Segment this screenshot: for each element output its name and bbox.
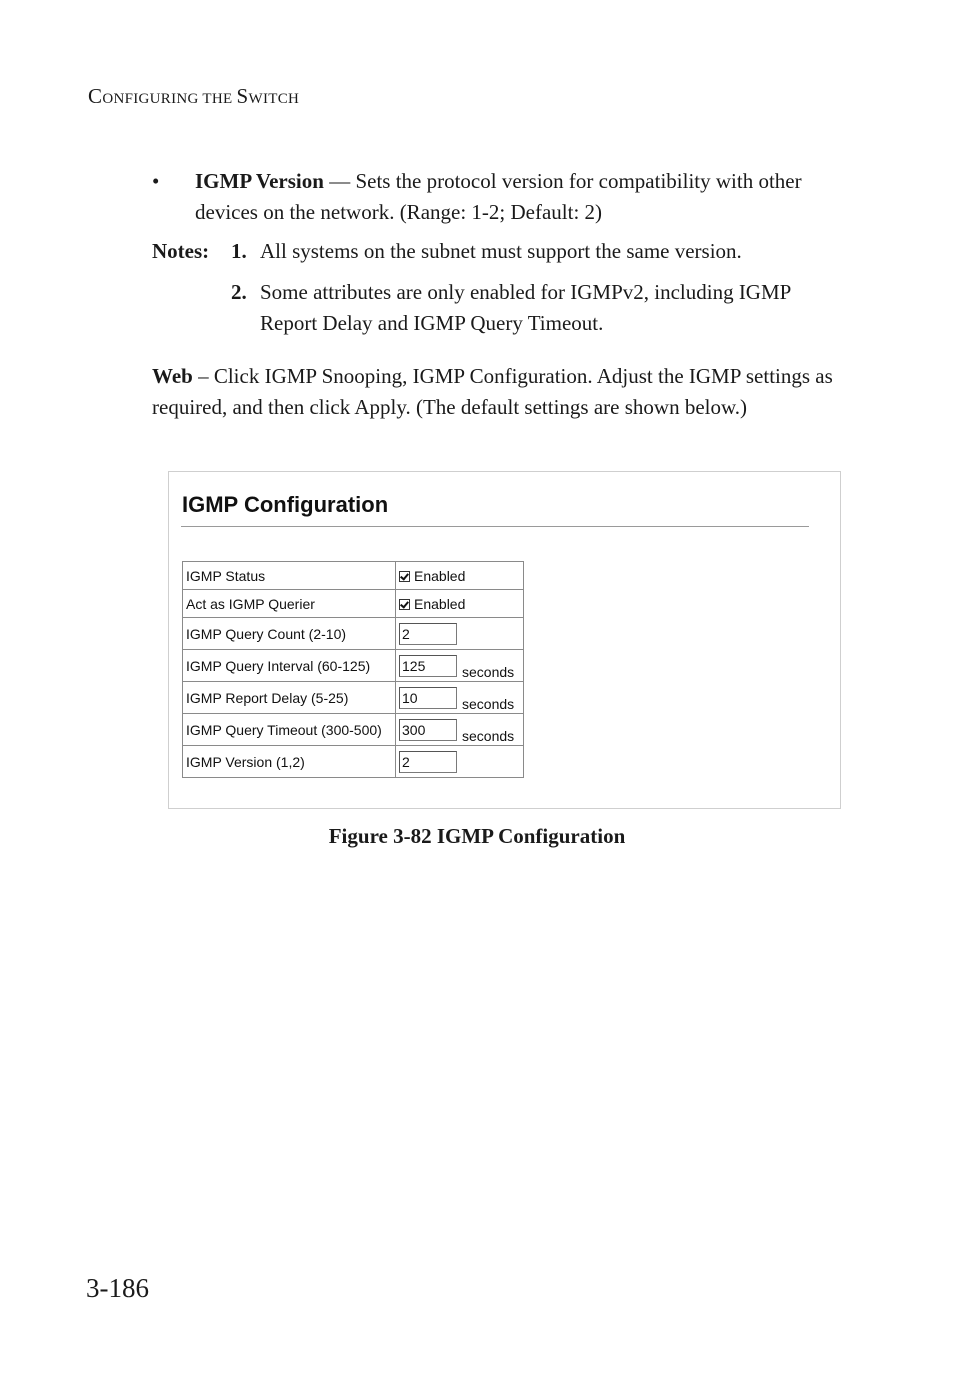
query-timeout-input[interactable]: 300 — [399, 719, 457, 741]
bullet-igmp-version — [152, 166, 842, 228]
running-head — [88, 84, 299, 109]
row-label: IGMP Query Count (2-10) — [183, 618, 396, 650]
row-igmp-status — [183, 562, 524, 590]
row-label: Act as IGMP Querier — [183, 590, 396, 618]
running-head-initial: C — [88, 84, 103, 108]
unit-label: seconds — [462, 695, 515, 712]
running-head-small-caps-2: WITCH — [248, 91, 300, 107]
panel-title: IGMP Configuration — [182, 492, 389, 517]
query-interval-input[interactable]: 125 — [399, 655, 457, 677]
row-query-count — [183, 618, 524, 650]
bullet-term: IGMP Version — [195, 169, 324, 193]
note-number: 2. — [231, 280, 247, 304]
row-label: IGMP Report Delay (5-25) — [183, 682, 396, 714]
note-text: All systems on the subnet must support the same version. — [260, 239, 742, 263]
web-term: Web — [152, 364, 193, 388]
checkbox-checked-icon[interactable] — [399, 599, 410, 610]
bullet-symbol: • — [152, 169, 160, 193]
notes-label: Notes: — [152, 239, 210, 263]
checkbox-label: Enabled — [414, 567, 466, 584]
row-report-delay — [183, 682, 524, 714]
web-text: – Click IGMP Snooping, IGMP Configuration. Adjust the IGMP settings as required, and then click Apply. (The default settings are shown below.) — [152, 364, 833, 419]
igmp-settings-table — [182, 561, 524, 778]
row-query-interval — [183, 650, 524, 682]
checkbox-label: Enabled — [414, 595, 466, 612]
running-head-small-caps: ONFIGURING THE — [102, 91, 237, 107]
igmp-status-checkbox[interactable] — [396, 562, 524, 590]
unit-label: seconds — [462, 727, 515, 744]
row-igmp-version — [183, 746, 524, 778]
page-number: 3-186 — [86, 1273, 149, 1303]
row-label: IGMP Version (1,2) — [183, 746, 396, 778]
note-1 — [152, 236, 852, 267]
report-delay-input[interactable]: 10 — [399, 687, 457, 709]
query-count-input[interactable]: 2 — [399, 623, 457, 645]
row-label: IGMP Query Interval (60-125) — [183, 650, 396, 682]
row-label: IGMP Status — [183, 562, 396, 590]
row-label: IGMP Query Timeout (300-500) — [183, 714, 396, 746]
igmp-config-screenshot — [168, 471, 841, 809]
querier-checkbox[interactable] — [396, 590, 524, 618]
igmp-version-input[interactable]: 2 — [399, 751, 457, 773]
row-query-timeout — [183, 714, 524, 746]
checkbox-checked-icon[interactable] — [399, 571, 410, 582]
unit-label: seconds — [462, 663, 515, 680]
running-head-initial-2: S — [236, 84, 249, 108]
bullet-text: — Sets the protocol version for compatibility with other devices on the network. (Range: 1-2; Default: 2) — [195, 169, 802, 224]
row-act-as-querier — [183, 590, 524, 618]
figure-caption: Figure 3-82 IGMP Configuration — [328, 824, 626, 848]
note-text: Some attributes are only enabled for IGMPv2, including IGMP Report Delay and IGMP Query Timeout. — [260, 280, 791, 335]
note-2 — [231, 277, 831, 335]
note-number: 1. — [231, 239, 247, 263]
web-instructions — [152, 361, 852, 423]
title-divider — [181, 526, 809, 527]
